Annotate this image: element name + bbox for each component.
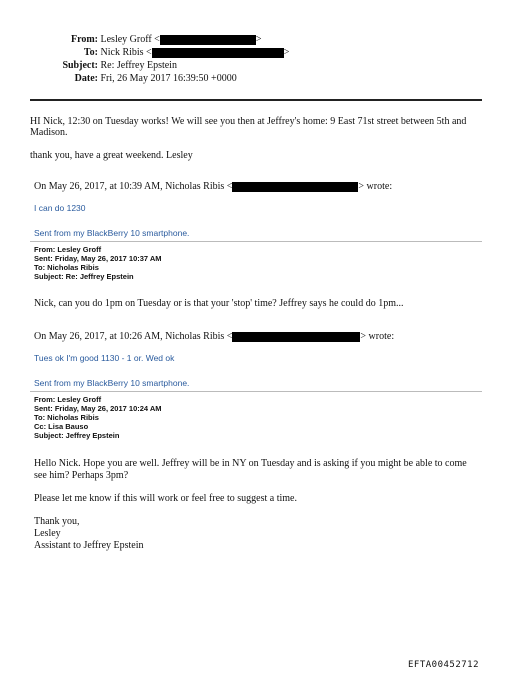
quote2-intro-end: > wrote: — [360, 331, 395, 342]
quote1-signature: Sent from my BlackBerry 10 smartphone. — [34, 228, 190, 238]
signature-line-1: Thank you, — [34, 516, 80, 527]
signature-line-2: Lesley — [34, 528, 61, 539]
to-value: Nick Ribis < — [100, 47, 152, 58]
quote1-intro-start: On May 26, 2017, at 10:39 AM, Nicholas Ribis < — [34, 181, 233, 192]
quote1-divider — [30, 241, 482, 242]
header-to-row — [40, 47, 289, 59]
message-line-1: HI Nick, 12:30 on Tuesday works! We will see you then at Jeffrey's home: 9 East 71st street between 5th and — [30, 116, 467, 127]
subject-label: Subject: — [62, 60, 98, 71]
header-subject-row — [40, 60, 177, 72]
quote1-intro — [34, 181, 392, 193]
original-line-2: see him? Perhaps 3pm? — [34, 470, 129, 481]
header-from-row — [40, 34, 261, 46]
quote1-sent: Sent: Friday, May 26, 2017 10:37 AM — [34, 254, 162, 263]
quote1-meta — [34, 245, 162, 281]
quote2-intro-start: On May 26, 2017, at 10:26 AM, Nicholas Ribis < — [34, 331, 233, 342]
from-close: > — [255, 34, 262, 45]
date-label: Date: — [74, 73, 98, 84]
quote2-signature: Sent from my BlackBerry 10 smartphone. — [34, 378, 190, 388]
original-line-1: Hello Nick. Hope you are well. Jeffrey will be in NY on Tuesday and is asking if you might be able to come — [34, 458, 467, 469]
quote1-body: Nick, can you do 1pm on Tuesday or is that your 'stop' time? Jeffrey says he could do 1pm... — [34, 298, 404, 309]
quote2-from: From: Lesley Groff — [34, 395, 102, 404]
quote2-sent: Sent: Friday, May 26, 2017 10:24 AM — [34, 404, 162, 413]
message-line-3: thank you, have a great weekend. Lesley — [30, 150, 193, 161]
message-line-2: Madison. — [30, 127, 68, 138]
redaction-bar — [152, 48, 284, 58]
signature-line-3: Assistant to Jeffrey Epstein — [34, 540, 144, 551]
from-value: Lesley Groff < — [100, 34, 160, 45]
quote1-reply: I can do 1230 — [34, 203, 86, 213]
quote2-reply: Tues ok I'm good 1130 - 1 or. Wed ok — [34, 353, 175, 363]
redaction-bar — [232, 332, 360, 342]
header-date-row — [40, 73, 237, 85]
quote1-subject: Subject: Re: Jeffrey Epstein — [34, 272, 134, 281]
original-line-3: Please let me know if this will work or feel free to suggest a time. — [34, 493, 297, 504]
subject-value: Re: Jeffrey Epstein — [100, 60, 177, 71]
quote2-divider — [30, 391, 482, 392]
quote2-intro — [34, 331, 394, 343]
quote2-meta — [34, 395, 162, 440]
quote2-to: To: Nicholas Ribis — [34, 413, 99, 422]
redaction-bar — [160, 35, 256, 45]
quote1-intro-end: > wrote: — [358, 181, 393, 192]
quote2-cc: Cc: Lisa Bauso — [34, 422, 89, 431]
to-close: > — [283, 47, 290, 58]
to-label: To: — [83, 47, 98, 58]
quote1-to: To: Nicholas Ribis — [34, 263, 99, 272]
from-label: From: — [70, 34, 98, 45]
bates-number: EFTA00452712 — [408, 660, 480, 670]
header-divider — [30, 99, 482, 101]
redaction-bar — [232, 182, 358, 192]
quote1-from: From: Lesley Groff — [34, 245, 102, 254]
quote2-subject: Subject: Jeffrey Epstein — [34, 431, 120, 440]
date-value: Fri, 26 May 2017 16:39:50 +0000 — [100, 73, 237, 84]
